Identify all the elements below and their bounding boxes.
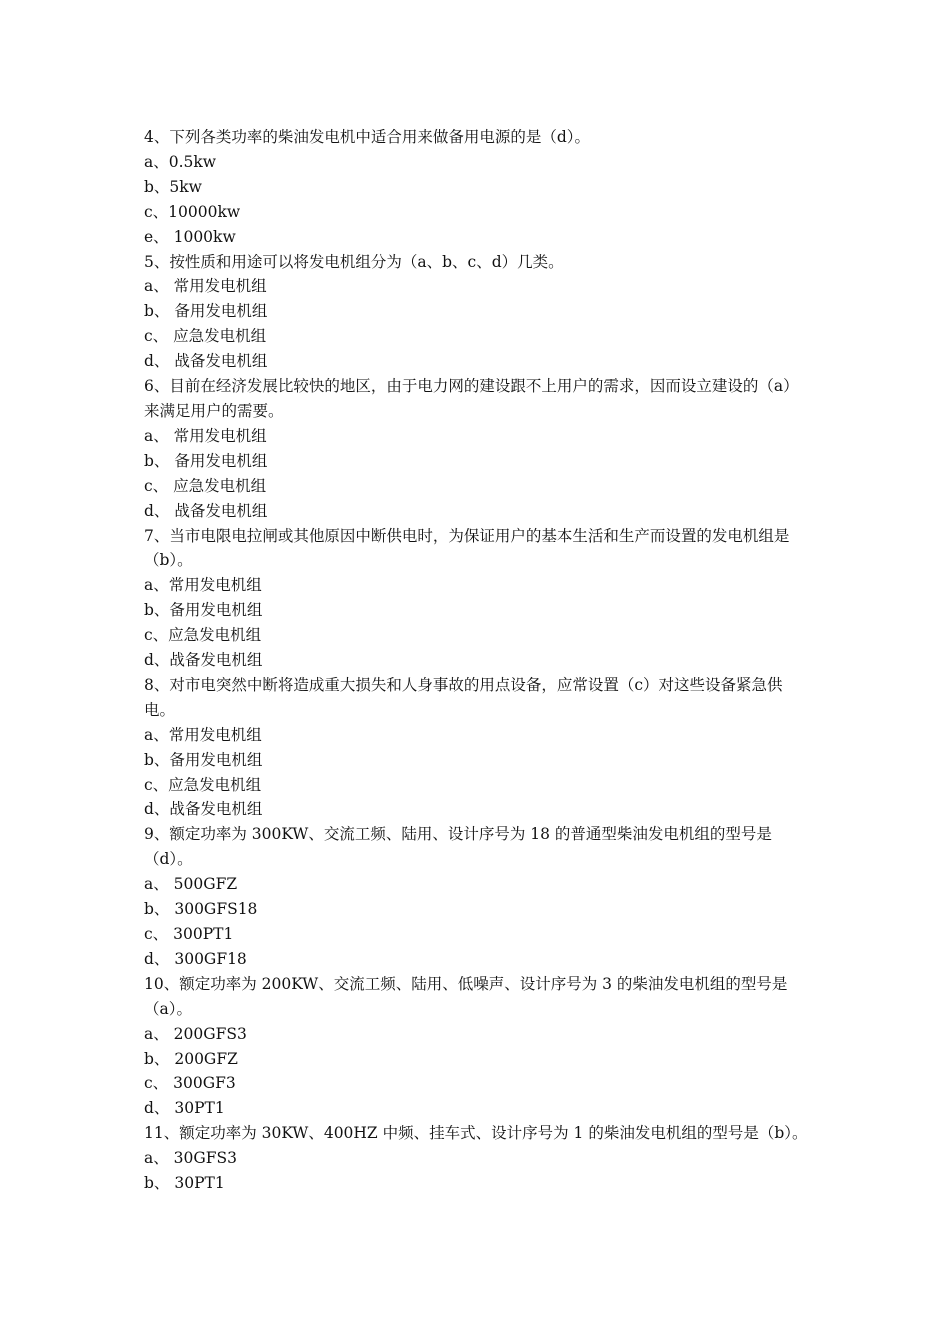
question-text: 4、下列各类功率的柴油发电机中适合用来做备用电源的是（d）。 (144, 128, 591, 146)
question-block (144, 524, 810, 673)
question-text: 9、额定功率为 300KW、交流工频、陆用、设计序号为 18 的普通型柴油发电机组的型号是（d）。 (144, 825, 772, 869)
question-block (144, 125, 810, 250)
option-c: c、 300PT1 (144, 925, 234, 943)
option-b: b、 30PT1 (144, 1174, 225, 1193)
option-a: a、 500GFZ (144, 875, 238, 894)
question-text: 11、额定功率为 30KW、400HZ 中频、挂车式、设计序号为 1 的柴油发电机组的型号是（b）。 (144, 1124, 808, 1143)
option-b: b、 备用发电机组 (144, 302, 268, 321)
option-d: d、战备发电机组 (144, 800, 263, 819)
question-text: 8、对市电突然中断将造成重大损失和人身事故的用点设备，应常设置（c）对这些设备紧急供电。 (144, 675, 783, 719)
option-b: b、 300GFS18 (144, 900, 258, 919)
option-a: a、 常用发电机组 (144, 277, 267, 296)
question-text: 10、额定功率为 200KW、交流工频、陆用、低噪声、设计序号为 3 的柴油发电机组的型号是（a）。 (144, 974, 788, 1018)
question-block (144, 822, 810, 971)
option-b: b、5kw (144, 177, 202, 196)
option-b: b、 200GFZ (144, 1049, 238, 1068)
question-text: 5、按性质和用途可以将发电机组分为（a、b、c、d）几类。 (144, 252, 564, 271)
option-b: b、备用发电机组 (144, 750, 263, 769)
option-e: e、 1000kw (144, 227, 236, 246)
option-a: a、 常用发电机组 (144, 426, 267, 445)
option-a: a、0.5kw (144, 152, 217, 171)
option-c: c、10000kw (144, 202, 241, 221)
option-a: a、常用发电机组 (144, 576, 262, 595)
option-b: b、备用发电机组 (144, 601, 263, 620)
question-block (144, 250, 810, 375)
option-d: d、 战备发电机组 (144, 501, 268, 520)
option-a: a、 30GFS3 (144, 1149, 238, 1168)
question-block (144, 972, 810, 1121)
option-a: a、常用发电机组 (144, 725, 262, 744)
question-list (144, 125, 810, 1196)
question-block (144, 374, 810, 523)
option-b: b、 备用发电机组 (144, 451, 268, 470)
option-d: d、 战备发电机组 (144, 352, 268, 371)
option-c: c、应急发电机组 (144, 775, 262, 794)
option-a: a、 200GFS3 (144, 1024, 247, 1043)
option-d: d、 300GF18 (144, 949, 247, 968)
option-d: d、 30PT1 (144, 1099, 225, 1118)
option-d: d、战备发电机组 (144, 651, 263, 670)
question-text: 7、当市电限电拉闸或其他原因中断供电时，为保证用户的基本生活和生产而设置的发电机组是（b）。 (144, 526, 790, 570)
question-text: 6、目前在经济发展比较快的地区，由于电力网的建设跟不上用户的需求，因而设立建设的（a）来满足用户的需要。 (144, 377, 799, 420)
question-block (144, 673, 810, 822)
option-c: c、应急发电机组 (144, 626, 262, 645)
option-c: c、 应急发电机组 (144, 327, 267, 346)
question-block (144, 1121, 810, 1196)
option-c: c、 300GF3 (144, 1074, 236, 1093)
option-c: c、 应急发电机组 (144, 476, 267, 495)
